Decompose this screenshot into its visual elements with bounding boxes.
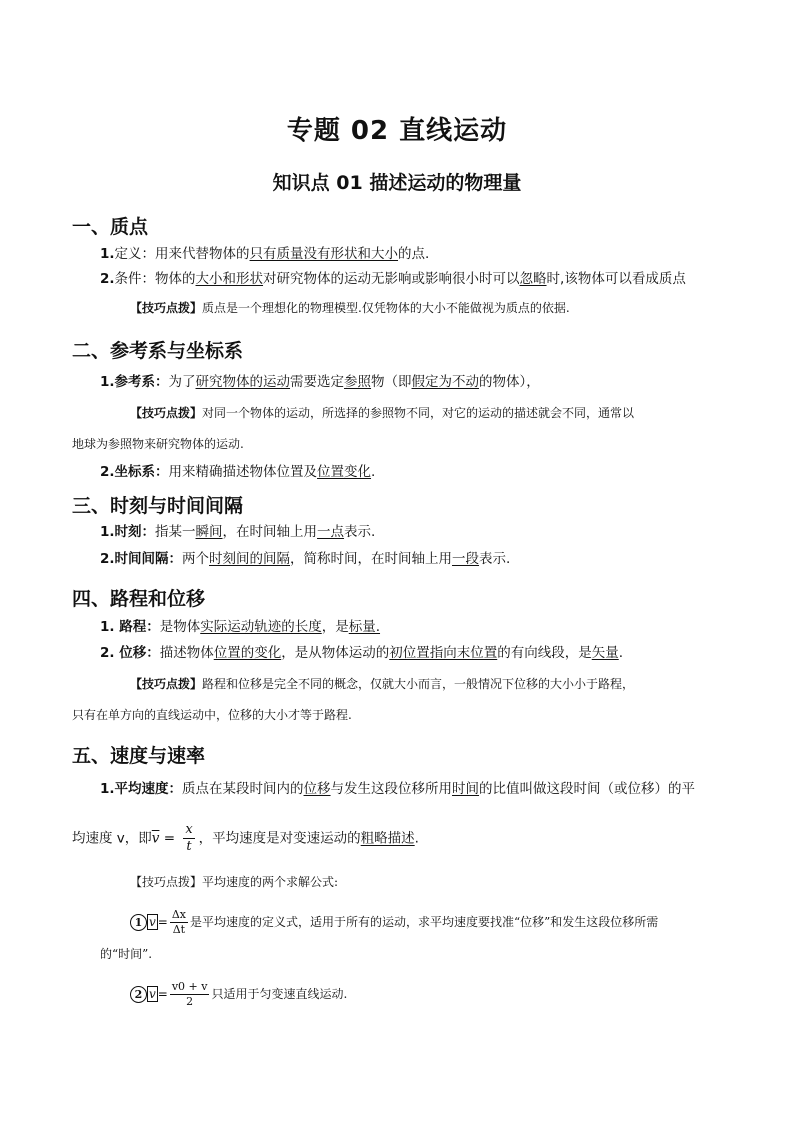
item-number: 2.: [100, 271, 115, 287]
text: 两个: [182, 551, 210, 567]
tip-label: 【技巧点拨】: [130, 406, 203, 420]
text: 用来精确描述物体位置及: [168, 464, 318, 480]
text: 物（即: [371, 374, 412, 390]
paragraph: [100, 522, 375, 542]
tip-note-continued: 地球为参照物来研究物体的运动.: [72, 437, 244, 451]
text: 的点.: [398, 246, 430, 262]
average-velocity-symbol: $\overline{v}$: [149, 915, 156, 929]
underlined-text: 一段: [452, 551, 480, 567]
paragraph: [100, 372, 540, 392]
circled-number-icon: 2: [130, 986, 147, 1003]
paragraph: [100, 779, 695, 799]
item-label: 1.时刻：: [100, 524, 156, 540]
equals-sign: =: [157, 987, 168, 1001]
formula-note: 是平均速度的定义式，适用于所有的运动，求平均速度要找准“位移”和发生这段位移所需: [190, 915, 659, 929]
fraction-v0-plus-v-over-2: [170, 980, 210, 1009]
tip-label: 【技巧点拨】: [130, 301, 203, 315]
page-title: 专题 02 直线运动: [286, 116, 508, 146]
underlined-text: 初位置指向末位置: [389, 645, 498, 661]
page-subtitle: 知识点 01 描述运动的物理量: [272, 172, 522, 194]
denominator: Δt: [172, 923, 186, 936]
text: 指某一: [155, 524, 196, 540]
text: 对研究物体的运动无影响或影响很小时可以: [263, 271, 520, 287]
tip-note: [130, 872, 338, 892]
circled-number-icon: 1: [130, 914, 147, 931]
section-heading-mass-point: 一、质点: [72, 216, 149, 238]
underlined-text: 时刻间的间隔: [209, 551, 291, 567]
underlined-text: 假定为不动: [411, 374, 480, 390]
tip-note: [130, 674, 634, 694]
text: 的有向线段，是: [497, 645, 592, 661]
underlined-text: 位移: [303, 781, 331, 797]
tip-note: [130, 298, 570, 318]
section-heading-distance-displacement: 四、路程和位移: [72, 588, 206, 610]
tip-text: 质点是一个理想化的物理模型.仅凭物体的大小不能做视为质点的依据.: [202, 301, 570, 315]
formula-line: [130, 908, 658, 937]
denominator: 2: [186, 995, 194, 1008]
paragraph-with-formula: [72, 822, 419, 855]
denominator: t: [186, 839, 192, 854]
underlined-text: 位置变化: [317, 464, 372, 480]
section-heading-time: 三、时刻与时间间隔: [72, 495, 244, 517]
text: .: [371, 464, 376, 480]
text: 描述物体: [159, 645, 214, 661]
underlined-text: 实际运动轨迹的长度: [200, 619, 322, 635]
text: 为了: [168, 374, 196, 390]
underlined-text: 研究物体的运动: [195, 374, 291, 390]
section-heading-velocity-speed: 五、速度与速率: [72, 745, 206, 767]
formula-note-continued: 的“时间”.: [100, 947, 153, 961]
item-label: 2.时间间隔：: [100, 551, 183, 567]
fraction-dx-over-dt: [170, 908, 188, 937]
text: ，是从物体运动的: [281, 645, 390, 661]
tip-note-continued: 只有在单方向的直线运动中，位移的大小才等于路程.: [72, 708, 352, 722]
tip-text: 平均速度的两个求解公式:: [202, 875, 339, 889]
text: 质点在某段时间内的: [182, 781, 304, 797]
text: 定义：用来代替物体的: [114, 246, 250, 262]
average-velocity-symbol: $\overline{v}$: [151, 830, 160, 847]
text: 条件：物体的: [114, 271, 196, 287]
paragraph: [100, 549, 510, 569]
underlined-text: 只有质量没有形状和大小: [249, 246, 399, 262]
text: ，在时间轴上用: [222, 524, 318, 540]
numerator: x: [185, 822, 193, 837]
text: ，简称时间，在时间轴上用: [290, 551, 453, 567]
text: ，是: [321, 619, 349, 635]
text: 均速度 v，即: [72, 830, 152, 847]
text: 表示.: [344, 524, 376, 540]
item-label: 1.参考系：: [100, 374, 169, 390]
paragraph: [100, 244, 429, 264]
fraction-x-over-t: [183, 822, 194, 855]
paragraph: [100, 617, 380, 637]
item-number: 1.: [100, 246, 115, 262]
underlined-text: 参照: [344, 374, 372, 390]
equals-sign: =: [159, 830, 180, 847]
average-velocity-symbol: $\overline{v}$: [149, 987, 156, 1001]
underlined-text: 矢量: [591, 645, 619, 661]
text: .: [414, 830, 419, 847]
paragraph: [100, 643, 623, 663]
tip-text: 路程和位移是完全不同的概念，仅就大小而言，一般情况下位移的大小小于路程，: [202, 677, 635, 691]
text: 的比值叫做这段时间（或位移）的平: [479, 781, 696, 797]
text: 与发生这段位移所用: [330, 781, 453, 797]
paragraph: [100, 462, 375, 482]
paragraph: [100, 269, 686, 289]
tip-label: 【技巧点拨】: [130, 677, 203, 691]
formula-line: [130, 980, 347, 1009]
numerator: Δx: [171, 908, 186, 921]
text: ，平均速度是对变速运动的: [198, 830, 361, 847]
tip-label: 【技巧点拨】: [130, 875, 203, 889]
underlined-text: 位置的变化: [213, 645, 282, 661]
tip-note: [130, 403, 634, 423]
item-label: 1.平均速度：: [100, 781, 183, 797]
underlined-text: 大小和形状: [195, 271, 264, 287]
numerator: v0 + v: [171, 980, 208, 993]
text: 的物体），: [479, 374, 540, 390]
text: 时,该物体可以看成质点: [546, 271, 686, 287]
text: .: [618, 645, 624, 661]
underlined-text: 标量.: [348, 619, 381, 635]
equals-sign: =: [157, 915, 168, 929]
item-label: 2.坐标系：: [100, 464, 169, 480]
underlined-text: 一点: [317, 524, 345, 540]
item-label: 1. 路程：: [100, 619, 160, 635]
underlined-text: 粗略描述: [360, 830, 415, 847]
section-heading-reference-frame: 二、参考系与坐标系: [72, 340, 244, 362]
formula-note: 只适用于匀变速直线运动.: [211, 987, 348, 1001]
underlined-text: 时间: [452, 781, 480, 797]
text: 需要选定: [290, 374, 345, 390]
underlined-text: 忽略: [519, 271, 547, 287]
text: 是物体: [159, 619, 201, 635]
underlined-text: 瞬间: [195, 524, 223, 540]
item-label: 2. 位移：: [100, 645, 160, 661]
text: 表示.: [479, 551, 511, 567]
tip-text: 对同一个物体的运动，所选择的参照物不同，对它的运动的描述就会不同，通常以: [202, 406, 635, 420]
